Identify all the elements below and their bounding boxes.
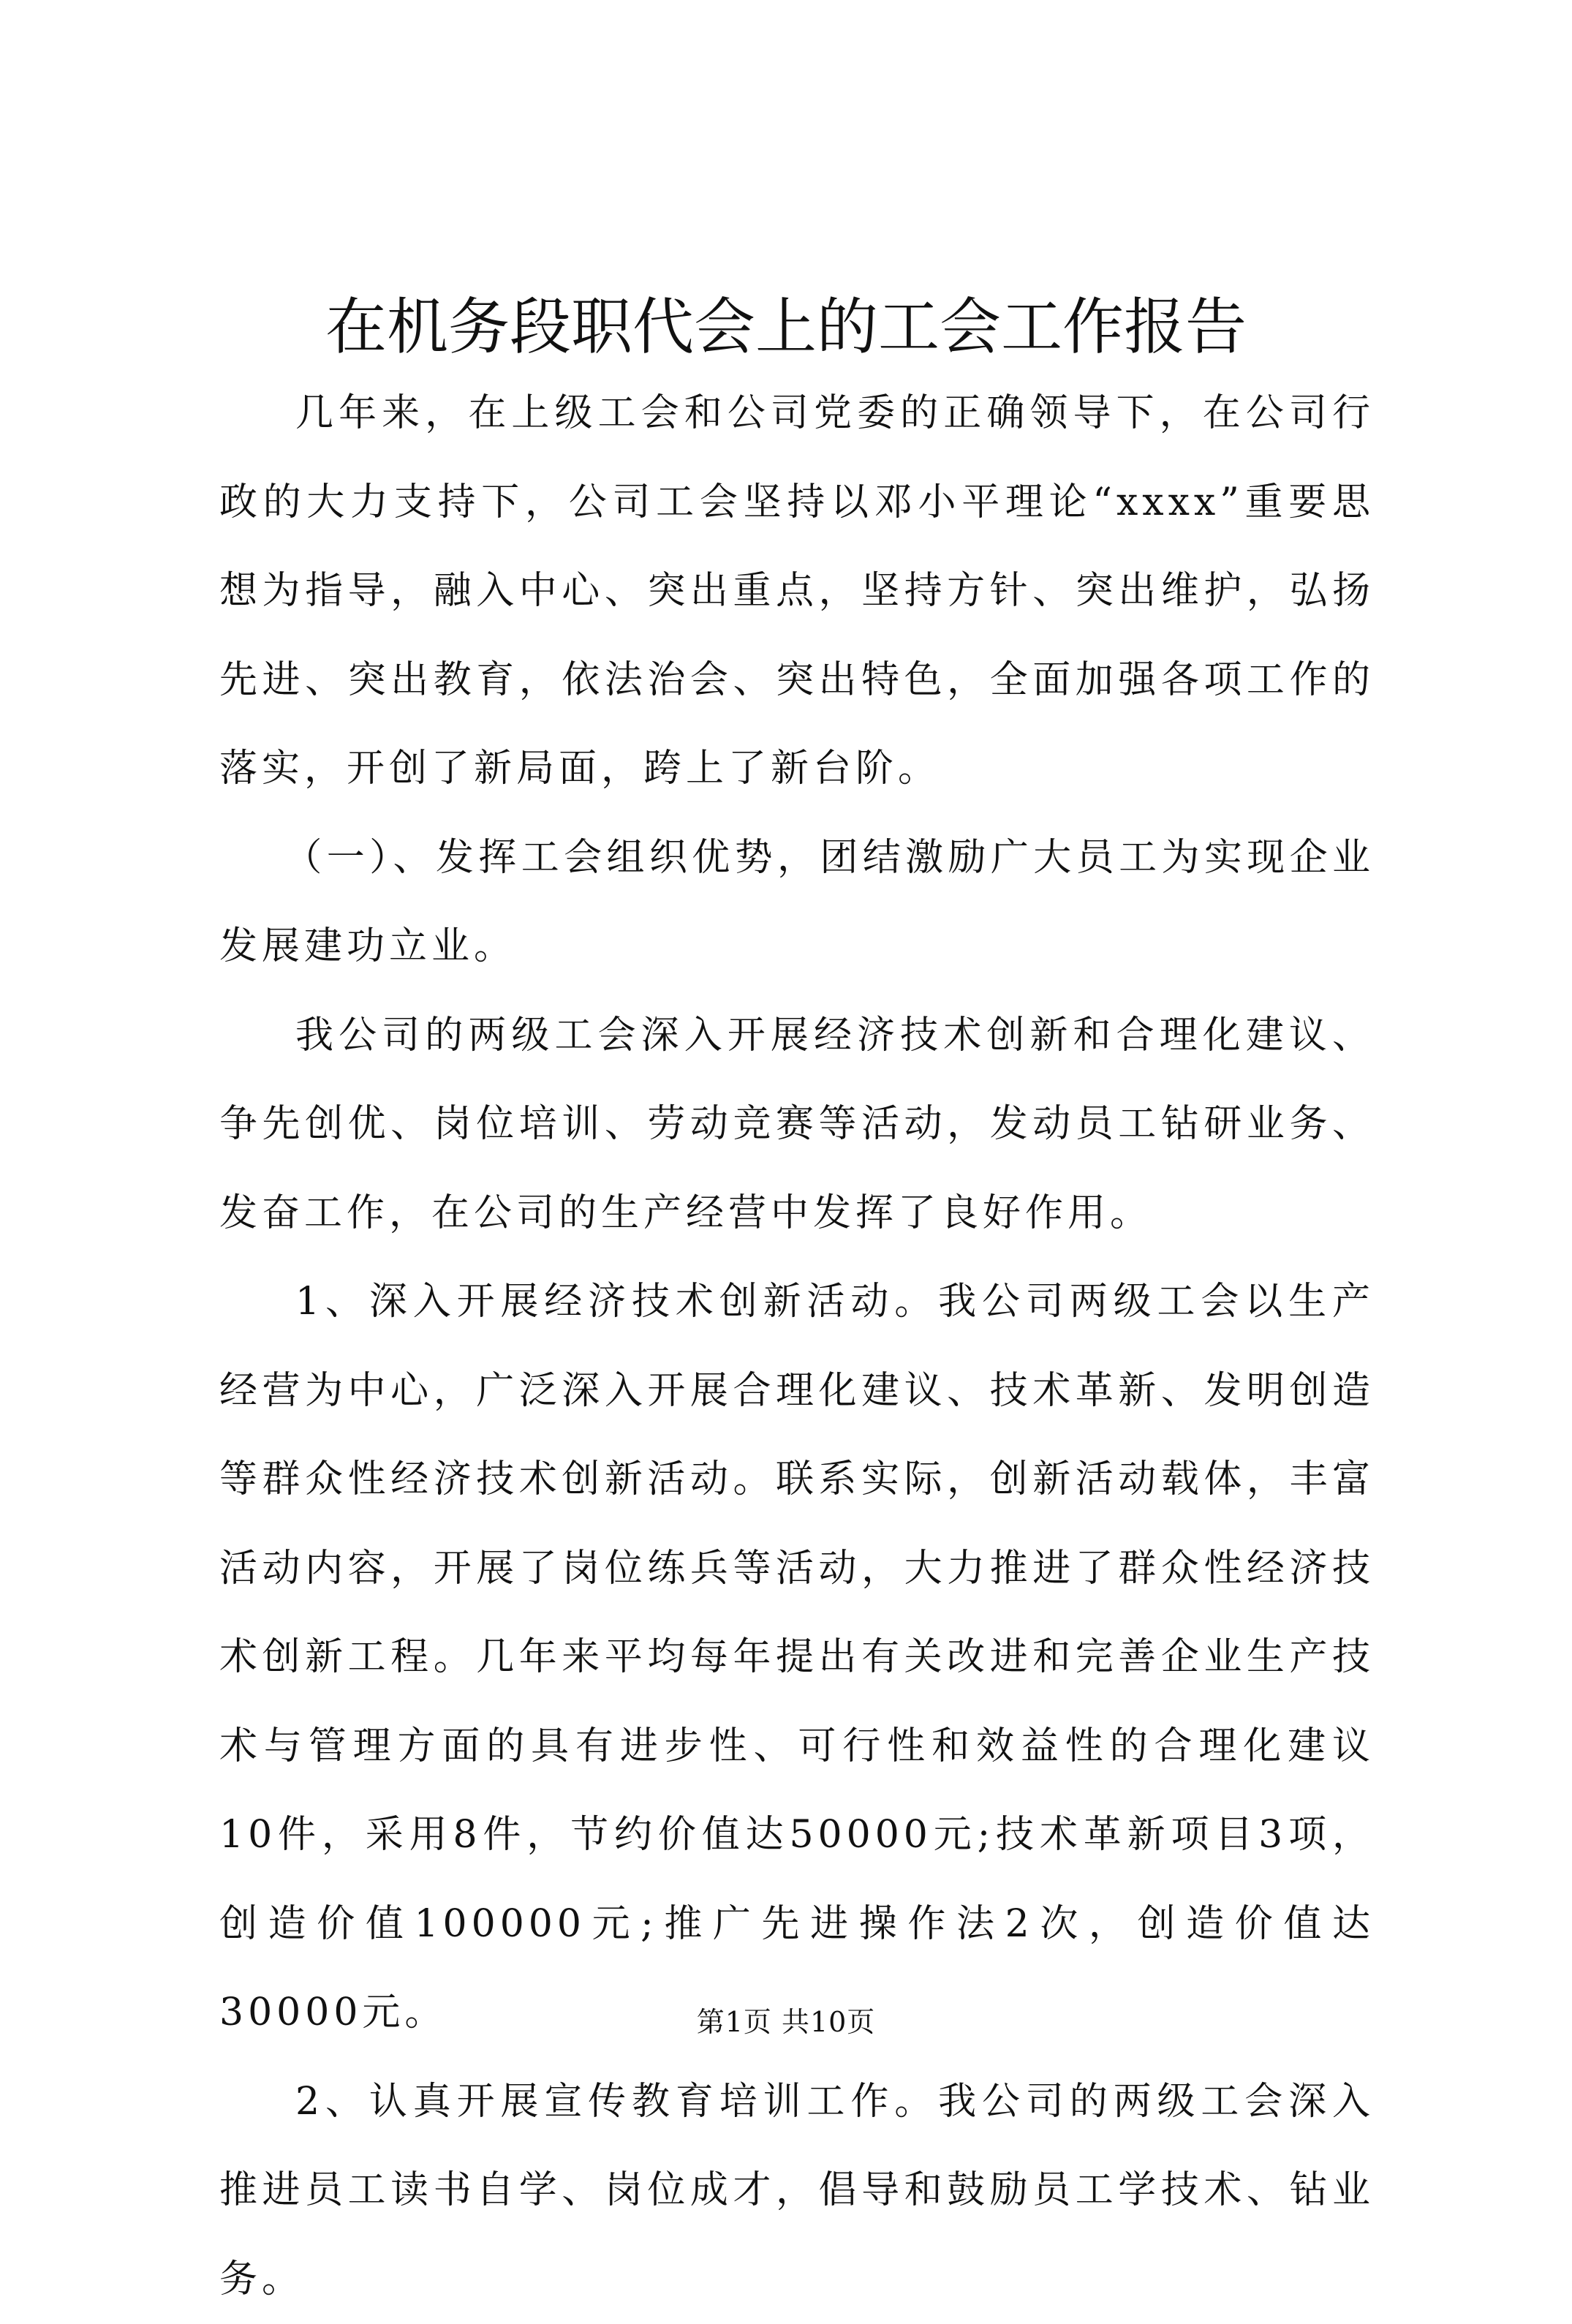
paragraph-3: 1、深入开展经济技术创新活动。我公司两级工会以生产经营为中心，广泛深入开展合理化建议、技术革新、发明创造等群众性经济技术创新活动。联系实际，创新活动载体，丰富活动内容，开展了岗位练兵等活动，大力推进了群众性经济技术创新工程。几年来平均每年提出有关改进和完善企业生产技术与管理方面的具有进步性、可行性和效益性的合理化建议10件，采用8件，节约价值达50000元;技术革新项目3项，创造价值100000元;推广先进操作法2次，创造价值达30000元。 <box>219 1258 1375 2058</box>
page-footer: 第1页 共10页 <box>0 2004 1572 2040</box>
paragraph-intro: 几年来，在上级工会和公司党委的正确领导下，在公司行政的大力支持下，公司工会坚持以邓小平理论“xxxx”重要思想为指导，融入中心、突出重点，坚持方针、突出维护，弘扬先进、突出教育，依法治会、突出特色，全面加强各项工作的落实，开创了新局面，跨上了新台阶。 <box>219 369 1375 814</box>
section-heading-1: （一）、发挥工会组织优势，团结激励广大员工为实现企业发展建功立业。 <box>219 814 1375 992</box>
paragraph-4: 2、认真开展宣传教育培训工作。我公司的两级工会深入推进员工读书自学、岗位成才，倡导和鼓励员工学技术、钻业务。 <box>219 2058 1375 2324</box>
document-title: 在机务段职代会上的工会工作报告 <box>219 287 1353 367</box>
paragraph-2: 我公司的两级工会深入开展经济技术创新和合理化建议、争先创优、岗位培训、劳动竞赛等活动，发动员工钻研业务、发奋工作，在公司的生产经营中发挥了良好作用。 <box>219 992 1375 1259</box>
